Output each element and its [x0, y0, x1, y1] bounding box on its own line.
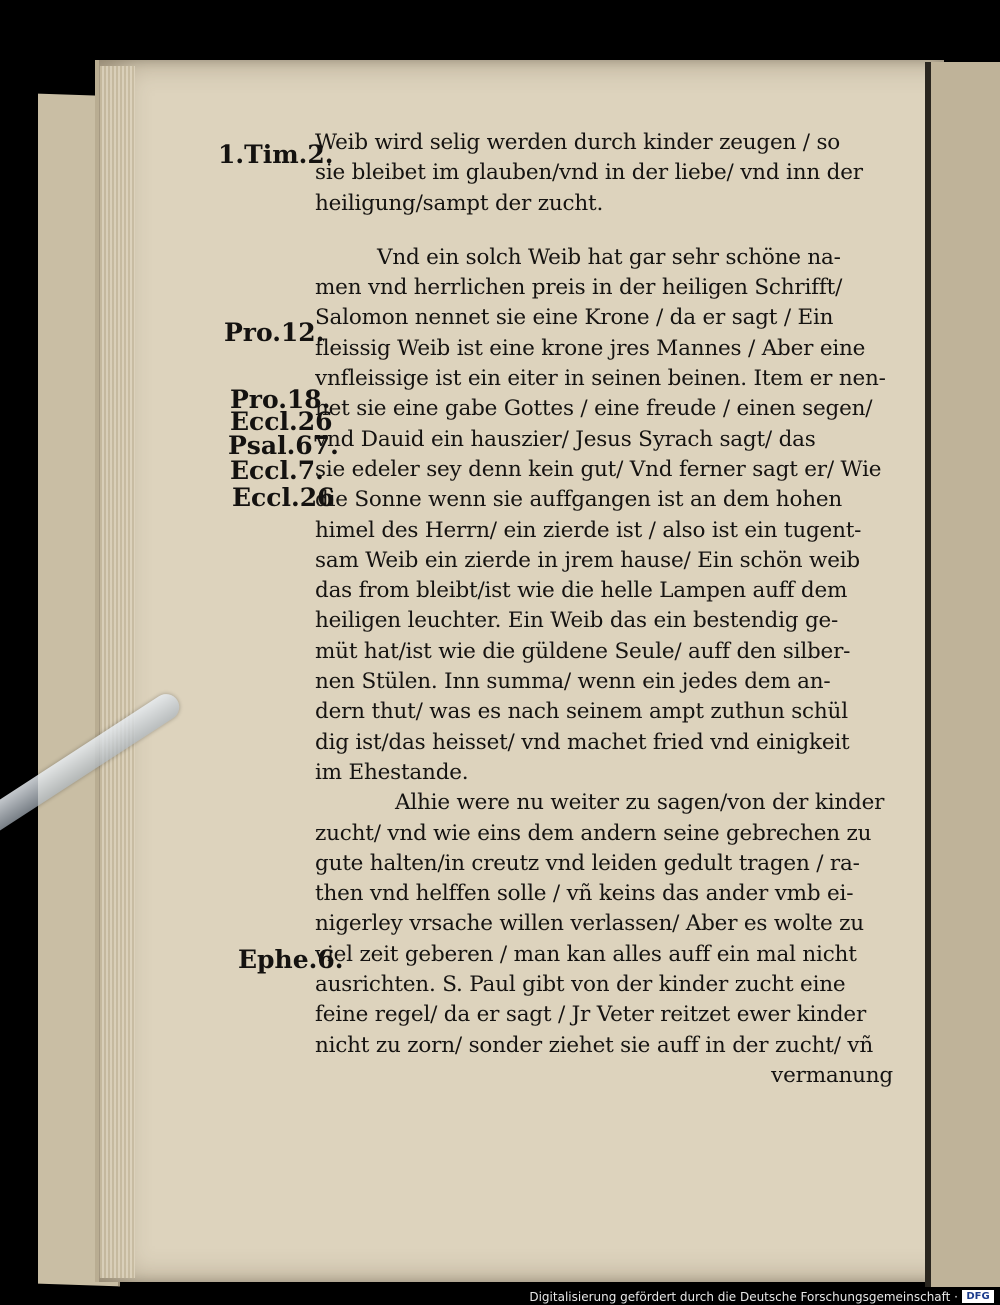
text-line: Alhie were nu weiter zu sagen/von der kinder	[395, 790, 885, 816]
dfg-logo: DFG	[962, 1290, 994, 1303]
text-line: then vnd helffen solle / vñ keins das ander vmb ei-	[315, 881, 854, 907]
margin-note-eccl-26-b: Eccl.26	[232, 483, 335, 512]
margin-note-psal-67: Psal.67.	[228, 431, 339, 460]
text-line: heiligen leuchter. Ein Weib das ein bestendig ge-	[315, 608, 839, 634]
text-line: Weib wird selig werden durch kinder zeugen / so	[315, 130, 841, 155]
text-line: im Ehestande.	[315, 759, 469, 785]
text-line: net sie eine gabe Gottes / eine freude / einen segen/	[315, 396, 873, 422]
right-page-edge	[925, 62, 1000, 1287]
margin-note-eccl-26-a: Eccl.26	[230, 407, 333, 436]
text-line: himel des Herrn/ ein zierde ist / also ist ein tugent-	[315, 517, 862, 543]
text-line: sie bleibet im glauben/vnd in der liebe/ vnd inn der	[315, 160, 863, 186]
text-line: die Sonne wenn sie auffgangen ist an dem hohen	[315, 487, 843, 513]
text-line: das from bleibt/ist wie die helle Lampen auff dem	[315, 578, 848, 604]
margin-note-ephe-6: Ephe.6.	[238, 945, 344, 974]
text-line: Vnd ein solch Weib hat gar sehr schöne na-	[377, 244, 841, 270]
text-line: ausrichten. S. Paul gibt von der kinder zucht eine	[315, 972, 846, 998]
text-line: nen Stülen. Inn summa/ wenn ein jedes dem an-	[315, 669, 831, 695]
text-line: heiligung/sampt der zucht.	[315, 190, 604, 216]
catchword: vermanung	[771, 1062, 893, 1088]
margin-note-eccl-7: Eccl.7.	[230, 456, 324, 485]
text-line: zucht/ vnd wie eins dem andern seine gebrechen zu	[315, 820, 872, 846]
text-line: Salomon nennet sie eine Krone / da er sagt / Ein	[315, 305, 834, 331]
text-line: feine regel/ da er sagt / Jr Veter reitzet ewer kinder	[315, 1002, 867, 1028]
text-line: nigerley vrsache willen verlassen/ Aber es wolte zu	[315, 911, 864, 937]
margin-note-pro-18: Pro.18.	[230, 385, 331, 414]
text-line: dig ist/das heisset/ vnd machet fried vnd einigkeit	[315, 729, 850, 755]
text-line: gute halten/in creutz vnd leiden gedult tragen / ra-	[315, 850, 860, 876]
text-line: fleissig Weib ist eine krone jres Mannes / Aber eine	[315, 335, 866, 361]
text-line: men vnd herrlichen preis in der heiligen Schrifft/	[315, 275, 843, 301]
text-line: vnd Dauid ein hauszier/ Jesus Syrach sagt/ das	[315, 426, 816, 452]
page-stack-edge	[100, 66, 135, 1278]
text-line: müt hat/ist wie die güldene Seule/ auff den silber-	[315, 638, 851, 664]
text-line: sie edeler sey denn kein gut/ Vnd ferner sagt er/ Wie	[315, 456, 882, 482]
text-line: nicht zu zorn/ sonder ziehet sie auff in der zucht/ vñ	[315, 1032, 873, 1058]
funding-credit: Digitalisierung gefördert durch die Deutsche Forschungsgemeinschaft ·	[529, 1290, 958, 1304]
text-line: sam Weib ein zierde in jrem hause/ Ein schön weib	[315, 547, 860, 573]
text-line: dern thut/ was es nach seinem ampt zuthun schül	[315, 699, 848, 725]
margin-note-1-tim-2: 1.Tim.2.	[218, 140, 334, 169]
body-text	[315, 128, 905, 1091]
margin-note-pro-12: Pro.12.	[224, 318, 325, 347]
text-line: viel zeit geberen / man kan alles auff ein mal nicht	[315, 941, 857, 967]
text-line: vnfleissige ist ein eiter in seinen beinen. Item er nen-	[315, 366, 886, 392]
